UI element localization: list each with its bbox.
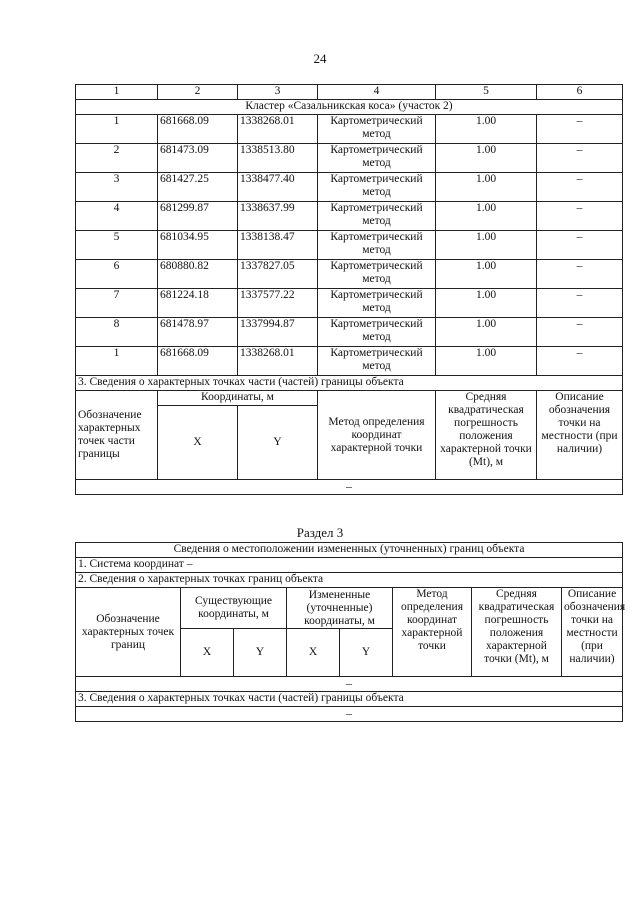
header-y: Y xyxy=(340,629,393,677)
method: Картометрический метод xyxy=(318,144,436,173)
point-number: 1 xyxy=(76,115,158,144)
header-existing: Существующие координаты, м xyxy=(181,588,287,629)
coord-y: 1338637.99 xyxy=(238,202,318,231)
header-x: X xyxy=(287,629,340,677)
coord-y: 1338138.47 xyxy=(238,231,318,260)
table-row xyxy=(76,347,623,376)
coord-x: 681224.18 xyxy=(158,289,238,318)
coord-x: 681668.09 xyxy=(158,115,238,144)
accuracy: 1.00 xyxy=(436,173,537,202)
coord-x: 681473.09 xyxy=(158,144,238,173)
description: – xyxy=(537,347,623,376)
coord-system: 1. Система координат – xyxy=(76,558,623,573)
accuracy: 1.00 xyxy=(436,144,537,173)
method: Картометрический метод xyxy=(318,231,436,260)
accuracy: 1.00 xyxy=(436,318,537,347)
point-number: 4 xyxy=(76,202,158,231)
header-method: Метод определения координат характерной точки xyxy=(318,391,436,480)
description: – xyxy=(537,318,623,347)
coord-x: 681034.95 xyxy=(158,231,238,260)
col-number: 1 xyxy=(76,85,158,100)
header-x: X xyxy=(181,629,234,677)
part3-title: 3. Сведения о характерных точках части (частей) границы объекта xyxy=(76,692,623,707)
method: Картометрический метод xyxy=(318,115,436,144)
coord-y: 1337577.22 xyxy=(238,289,318,318)
header-changed: Измененные (уточненные) координаты, м xyxy=(287,588,393,629)
coord-y: 1338268.01 xyxy=(238,347,318,376)
page-number: 24 xyxy=(313,51,327,66)
accuracy: 1.00 xyxy=(436,231,537,260)
method: Картометрический метод xyxy=(318,347,436,376)
coord-x: 681478.97 xyxy=(158,318,238,347)
col-number: 6 xyxy=(537,85,623,100)
header-description: Описание обозначения точки на местности (при наличии) xyxy=(537,391,623,480)
header-coords: Координаты, м xyxy=(158,391,318,406)
coord-x: 681427.25 xyxy=(158,173,238,202)
section3-table xyxy=(75,542,626,722)
accuracy: 1.00 xyxy=(436,289,537,318)
coord-y: 1338268.01 xyxy=(238,115,318,144)
table-row xyxy=(76,231,623,260)
points-empty: – xyxy=(76,677,623,692)
coord-y: 1338477.40 xyxy=(238,173,318,202)
method: Картометрический метод xyxy=(318,318,436,347)
method: Картометрический метод xyxy=(318,289,436,318)
description: – xyxy=(537,231,623,260)
part3-empty: – xyxy=(76,707,623,722)
points-title: 2. Сведения о характерных точках границ объекта xyxy=(76,573,623,588)
description: – xyxy=(537,173,623,202)
coord-y: 1337827.05 xyxy=(238,260,318,289)
point-number: 2 xyxy=(76,144,158,173)
coord-x: 680880.82 xyxy=(158,260,238,289)
part3-empty: – xyxy=(76,480,623,495)
col-number: 4 xyxy=(318,85,436,100)
section-title: Раздел 3 xyxy=(296,525,344,540)
coord-y: 1338513.80 xyxy=(238,144,318,173)
header-description: Описание обозначения точки на местности (при наличии) xyxy=(562,588,623,677)
accuracy: 1.00 xyxy=(436,202,537,231)
point-number: 5 xyxy=(76,231,158,260)
table-row xyxy=(76,115,623,144)
header-y: Y xyxy=(238,406,318,480)
method: Картометрический метод xyxy=(318,260,436,289)
header-designation: Обозначение характерных точек границ xyxy=(76,588,181,677)
table-row xyxy=(76,202,623,231)
accuracy: 1.00 xyxy=(436,347,537,376)
coordinates-table xyxy=(75,84,623,495)
description: – xyxy=(537,260,623,289)
method: Картометрический метод xyxy=(318,173,436,202)
table-row xyxy=(76,260,623,289)
point-number: 3 xyxy=(76,173,158,202)
point-number: 8 xyxy=(76,318,158,347)
description: – xyxy=(537,289,623,318)
part3-title: 3. Сведения о характерных точках части (частей) границы объекта xyxy=(76,376,623,391)
header-accuracy: Средняя квадратическая погрешность положения характерной точки (Mt), м xyxy=(472,588,562,677)
cluster-title: Кластер «Сазальникская коса» (участок 2) xyxy=(76,100,623,115)
point-number: 6 xyxy=(76,260,158,289)
table-row xyxy=(76,289,623,318)
accuracy: 1.00 xyxy=(436,115,537,144)
header-method: Метод определения координат характерной точки xyxy=(393,588,472,677)
table-row xyxy=(76,318,623,347)
point-number: 1 xyxy=(76,347,158,376)
point-number: 7 xyxy=(76,289,158,318)
coord-x: 681299.87 xyxy=(158,202,238,231)
description: – xyxy=(537,115,623,144)
method: Картометрический метод xyxy=(318,202,436,231)
description: – xyxy=(537,144,623,173)
header-x: X xyxy=(158,406,238,480)
col-number: 5 xyxy=(436,85,537,100)
coord-x: 681668.09 xyxy=(158,347,238,376)
header-y: Y xyxy=(234,629,287,677)
table-row xyxy=(76,173,623,202)
header-designation: Обозначение характерных точек части границы xyxy=(76,391,158,480)
column-numbers-row xyxy=(76,85,623,100)
coord-y: 1337994.87 xyxy=(238,318,318,347)
description: – xyxy=(537,202,623,231)
col-number: 3 xyxy=(238,85,318,100)
col-number: 2 xyxy=(158,85,238,100)
table-row xyxy=(76,144,623,173)
section3-heading: Сведения о местоположении измененных (уточненных) границ объекта xyxy=(76,543,623,558)
header-accuracy: Средняя квадратическая погрешность положения характерной точки (Mt), м xyxy=(436,391,537,480)
accuracy: 1.00 xyxy=(436,260,537,289)
